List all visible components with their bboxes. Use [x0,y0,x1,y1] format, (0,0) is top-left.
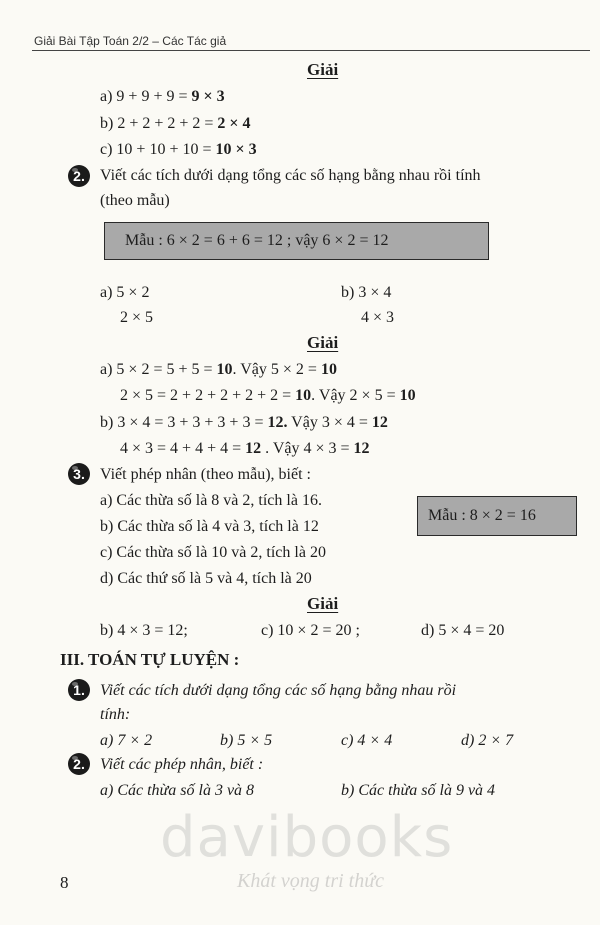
exercise-3-item-b: b) Các thừa số là 4 và 3, tích là 12 [100,518,319,535]
exercise-2-instruction-line-1: Viết các tích dưới dạng tổng các số hạng bằng nhau rồi tính [100,167,481,184]
running-header: Giải Bài Tập Toán 2/2 – Các Tác giả [34,34,227,48]
exercise-3-number-badge: 3. [68,463,90,485]
practice-2-instruction: Viết các phép nhân, biết : [100,756,264,773]
solution-heading-3: Giải [307,594,339,613]
exercise-3-item-c: c) Các thừa số là 10 và 2, tích là 20 [100,544,326,561]
practice-1-item-a: a) 7 × 2 [100,732,153,749]
exercise-3-item-d: d) Các thứ số là 5 và 4, tích là 20 [100,570,312,587]
solution-heading-1: Giải [307,60,339,79]
practice-1-item-b: b) 5 × 5 [220,732,273,749]
exercise-2-number-badge: 2. [68,165,90,187]
page-number: 8 [60,873,69,892]
exercise-3-instruction: Viết phép nhân (theo mẫu), biết : [100,466,311,483]
practice-1-number-badge: 1. [68,679,90,701]
practice-2-number-badge: 2. [68,753,90,775]
sol2-line-3: b) 3 × 4 = 3 + 3 + 3 + 3 = 12. Vậy 3 × 4 = 12 [100,414,388,431]
sol1-line-a: a) 9 + 9 + 9 = 9 × 3 [100,88,225,105]
exercise-2-item-b1: b) 3 × 4 [341,284,392,301]
exercise-2-instruction-line-2: (theo mẫu) [100,192,170,209]
watermark-logo: davibooks [160,805,454,870]
practice-2-item-a: a) Các thừa số là 3 và 8 [100,782,255,799]
exercise-2-item-b2: 4 × 3 [361,309,395,326]
sol2-line-1: a) 5 × 2 = 5 + 5 = 10. Vậy 5 × 2 = 10 [100,361,337,378]
sol3-answer-c: c) 10 × 2 = 20 ; [261,622,360,639]
exercise-2-item-a2: 2 × 5 [120,309,154,326]
practice-1-instruction-line-1: Viết các tích dưới dạng tổng các số hạng bằng nhau rồi [100,682,457,699]
solution-heading-2: Giải [307,333,339,352]
practice-1-item-c: c) 4 × 4 [341,732,393,749]
sol1-line-b: b) 2 + 2 + 2 + 2 = 2 × 4 [100,115,251,132]
section-3-heading: III. TOÁN TỰ LUYỆN : [60,650,240,669]
sol2-line-2: 2 × 5 = 2 + 2 + 2 + 2 + 2 = 10. Vậy 2 × 5 = 10 [120,387,416,404]
exercise-3-sample-text: Mẫu : 8 × 2 = 16 [428,507,536,524]
sol1-line-c: c) 10 + 10 + 10 = 10 × 3 [100,141,257,158]
practice-1-item-d: d) 2 × 7 [461,732,514,749]
exercise-2-item-a1: a) 5 × 2 [100,284,150,301]
exercise-2-sample-box [104,222,489,260]
sol3-answer-d: d) 5 × 4 = 20 [421,622,505,639]
watermark-tagline: Khát vọng tri thức [237,870,385,892]
sol2-line-4: 4 × 3 = 4 + 4 + 4 = 12 . Vậy 4 × 3 = 12 [120,440,370,457]
sol3-answer-b: b) 4 × 3 = 12; [100,622,188,639]
exercise-3-item-a: a) Các thừa số là 8 và 2, tích là 16. [100,492,322,509]
header-rule [32,50,590,51]
practice-1-instruction-line-2: tính: [100,706,131,723]
practice-2-item-b: b) Các thừa số là 9 và 4 [341,782,496,799]
exercise-2-sample-text: Mẫu : 6 × 2 = 6 + 6 = 12 ; vậy 6 × 2 = 12 [125,232,389,249]
exercise-3-sample-box [417,496,577,536]
